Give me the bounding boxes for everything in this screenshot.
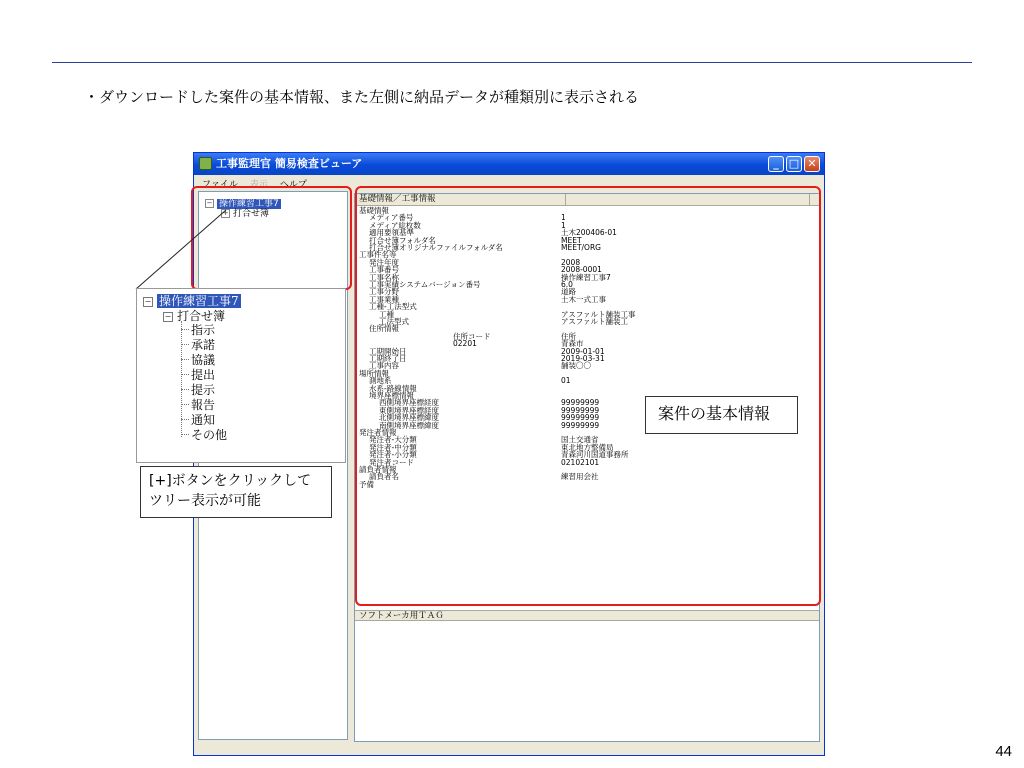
info-value: 青森河川国道事務所 (561, 450, 629, 460)
info-value: 道路 (561, 287, 576, 297)
info-value: 99999999 (561, 398, 600, 408)
tree-item-tsuchi[interactable]: 通知 (191, 413, 216, 427)
info-value: 02102101 (561, 457, 600, 467)
info-value: 1 (561, 220, 566, 230)
expand-icon[interactable]: + (222, 209, 229, 217)
tree-item-kyogi[interactable]: 協議 (191, 353, 216, 367)
tree-child-label[interactable]: 打合せ簿 (233, 209, 270, 219)
basic-info-callout (645, 396, 798, 434)
info-key: 工事番号 (369, 265, 399, 275)
info-key: 工事分野 (369, 287, 399, 297)
page-number: 44 (995, 743, 1012, 760)
info-key: 住所コード (453, 331, 491, 341)
info-value: 6.0 (561, 280, 573, 289)
tree-item-sonota[interactable]: その他 (191, 428, 228, 442)
info-key: 北側境界座標緯度 (379, 413, 439, 423)
info-value: 2008-0001 (561, 265, 602, 275)
zoom-child-label[interactable]: 打合せ簿 (177, 309, 226, 323)
info-value: 土木一式工事 (561, 294, 606, 304)
tree-hint-line1: [+]ボタンをクリックして (149, 473, 312, 489)
info-key: 工事件名等 (359, 250, 397, 260)
tree-item-teishutsu[interactable]: 提出 (191, 368, 216, 382)
info-key: 南側境界座標緯度 (379, 420, 439, 430)
info-key: 請負者名 (369, 472, 399, 482)
info-key: 東側境界座標経度 (379, 405, 439, 415)
info-value: 青森市 (561, 339, 584, 349)
info-key: 工種 (379, 309, 394, 319)
info-key: 発注者情報 (359, 428, 397, 437)
info-value: 99999999 (561, 413, 600, 423)
basic-info-callout-text: 案件の基本情報 (658, 404, 771, 423)
info-value: 国土交通省 (561, 435, 599, 445)
info-key: 基礎情報 (359, 206, 389, 215)
info-key: 工期開始日 (369, 346, 407, 356)
menu-help[interactable]: ヘルプ (279, 179, 307, 190)
info-value: 住所 (561, 331, 576, 341)
tree-zoom-panel (136, 288, 346, 463)
info-key: 発注者-大分類 (369, 435, 417, 445)
info-key: 打合せ簿フォルダ名 (369, 235, 436, 245)
info-value: 土木200406-01 (561, 228, 617, 238)
tree-hint-line2: ツリー表示が可能 (149, 493, 261, 509)
info-key: 適用要領基準 (369, 228, 414, 238)
info-key: 工事内容 (369, 361, 399, 371)
info-value: アスファルト舗装工 (561, 317, 629, 326)
collapse-icon[interactable]: − (144, 296, 152, 306)
info-key: メディア総枚数 (369, 220, 421, 230)
info-value: 1 (561, 213, 566, 223)
info-key: 工法型式 (379, 317, 409, 326)
info-header-label: 基礎情報／工事情報 (359, 194, 436, 204)
tree-item-shodaku[interactable]: 承諾 (191, 338, 216, 352)
info-value: 99999999 (561, 405, 600, 415)
maximize-button[interactable]: □ (786, 156, 802, 172)
info-key: 発注年度 (369, 257, 399, 267)
info-key: 発注者-小分類 (369, 450, 417, 460)
info-key: 工種-工法型式 (369, 302, 417, 312)
tree-item-shiji[interactable]: 指示 (191, 323, 216, 337)
info-value: 2019-03-31 (561, 354, 605, 363)
info-key: 住所情報 (369, 324, 399, 334)
info-value: 練習用会社 (561, 472, 599, 482)
info-value: アスファルト舗装工事 (561, 309, 636, 319)
slide-headline: ・ダウンロードした案件の基本情報、また左側に納品データが種類別に表示される (84, 88, 640, 106)
info-key: 請負者情報 (359, 465, 397, 474)
info-value: 2008 (561, 257, 581, 267)
window-title: 工事監理官 簡易検査ビューア (216, 157, 363, 170)
zoom-root-label[interactable]: 操作練習工事7 (159, 294, 239, 308)
info-key: 02201 (453, 339, 477, 349)
info-value: 99999999 (561, 420, 600, 430)
info-value: MEET (561, 235, 582, 245)
info-key: 発注者-中分類 (369, 442, 417, 452)
info-value: 操作練習工事7 (561, 272, 611, 282)
info-value: MEET/ORG (561, 243, 601, 252)
info-key: 発注者コード (369, 457, 414, 467)
info-key: 工期終了日 (369, 354, 407, 363)
minimize-button[interactable]: _ (768, 156, 784, 172)
info-value: 2009-01-01 (561, 346, 605, 356)
info-value: 01 (561, 376, 571, 386)
close-button[interactable]: ✕ (804, 156, 820, 172)
info-key: 工事実績システムバージョン番号 (369, 280, 481, 289)
info-key: 水系-路線情報 (369, 383, 417, 393)
tag-header: ソフトメーカ用ＴＡＧ (355, 610, 819, 621)
tree-item-teiji[interactable]: 提示 (191, 383, 216, 397)
collapse-icon[interactable]: − (206, 199, 213, 207)
menu-file[interactable]: ファイル (202, 179, 238, 190)
info-key: メディア番号 (369, 213, 414, 223)
tree-hint-callout (140, 466, 332, 518)
info-key: 西側境界座標経度 (379, 398, 439, 408)
info-key: 予備 (359, 479, 374, 489)
info-value: 舗装〇〇 (561, 361, 591, 371)
info-key: 境界座標情報 (369, 391, 414, 400)
tree-item-hokoku[interactable]: 報告 (191, 398, 216, 412)
info-key: 測地系 (369, 376, 392, 386)
info-key: 場所情報 (359, 368, 389, 378)
info-value: 東北地方整備局 (561, 442, 614, 452)
tree-root-label[interactable]: 操作練習工事7 (219, 199, 279, 209)
menu-view[interactable]: 表示 (249, 179, 268, 190)
info-key: 打合せ簿オリジナルファイルフォルダ名 (369, 243, 503, 252)
info-key: 工事業種 (369, 294, 399, 304)
info-key: 工事名称 (369, 272, 399, 282)
collapse-icon[interactable]: − (164, 311, 172, 321)
